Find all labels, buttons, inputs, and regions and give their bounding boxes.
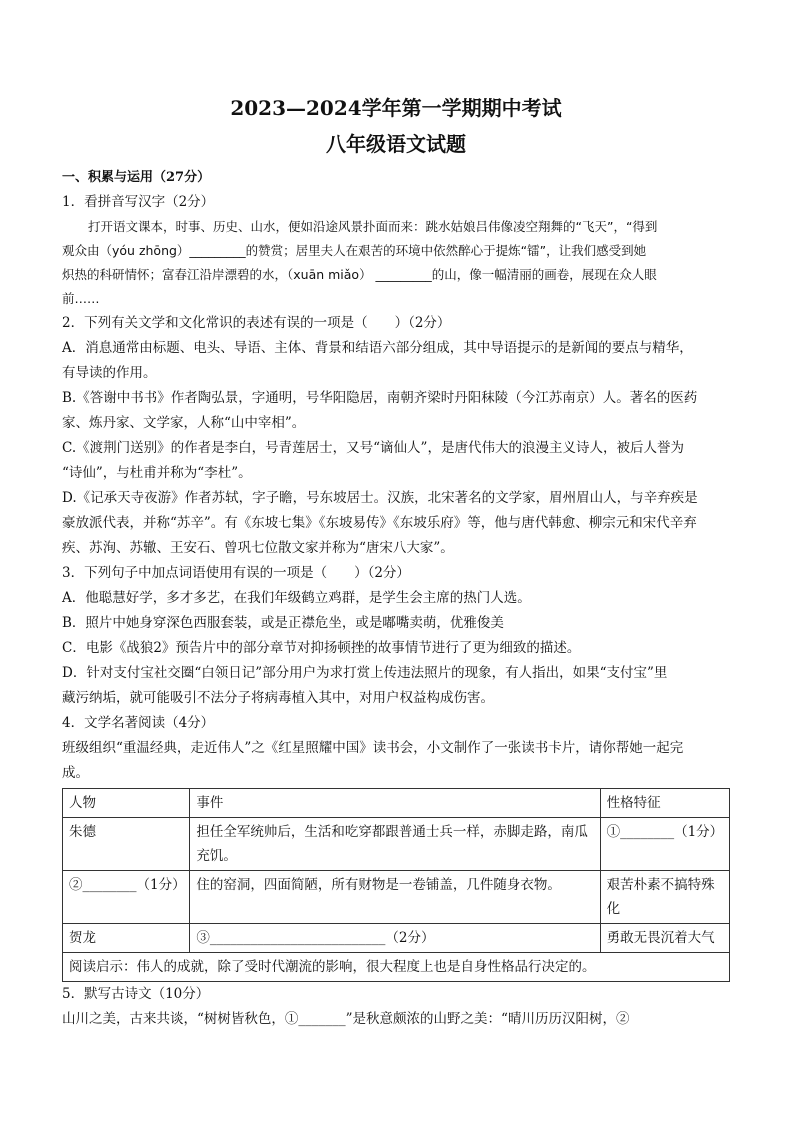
option-a-line: A．他聪慧好学，多才多艺，在我们年级鹤立鸡群，是学生会主席的热门人选。: [62, 590, 531, 606]
option-d-line: D．针对支付宝社交圈“白领日记”部分用户为求打赏上传违法照片的现象，有人指出，如果“支付宝”里: [62, 665, 668, 681]
table-cell-trait: 勇敢无畏沉着大气: [600, 924, 729, 953]
table-row: [63, 924, 730, 953]
option-d-line: 豪放派代表，并称“苏辛”。有《东坡七集》《东坡易传》《东坡乐府》等，他与唐代韩愈、柳宗元和宋代辛弃: [62, 515, 697, 531]
table-cell-event: 住的窑洞，四面简陋，所有财物是一卷铺盖，几件随身衣物。: [190, 871, 600, 924]
table-header-cell: 人物: [63, 789, 190, 818]
option-d-line: 疾、苏洵、苏辙、王安石、曾巩七位散文家并称为“唐宋八大家”。: [62, 540, 454, 556]
option-a-line: 有导读的作用。: [62, 365, 157, 381]
table-cell-person: 贺龙: [63, 924, 190, 953]
question-4-intro: 成。: [62, 765, 89, 781]
option-b-line: 家、炼丹家、文学家，人称“山中宰相”。: [62, 415, 306, 431]
question-1-text-line: 打开语文课本，时事、历史、山水，便如沿途风景扑面而来：跳水姑娘吕伟像凌空翔舞的“飞天”，“得到: [88, 219, 658, 234]
question-5-text-line: 山川之美，古来共谈，“树树皆秋色，①_______”是秋意颇浓的山野之美：“晴川历历汉阳树，②: [62, 1011, 630, 1027]
question-2-stem: 2．下列有关文学和文化常识的表述有误的一项是（ ）（2分）: [62, 315, 451, 331]
section-heading: 一、积累与运用（27分）: [62, 170, 211, 185]
option-a-line: A．消息通常由标题、电头、导语、主体、背景和结语六部分组成，其中导语提示的是新闻的要点与精华，: [62, 340, 693, 356]
option-b-line: B.《答谢中书书》作者陶弘景，字通明，号华阳隐居，南朝齐梁时丹阳秣陵（今江苏南京）人。著名的医药: [62, 390, 698, 406]
question-1-text-line: 前……: [62, 291, 100, 306]
table-cell-event: 担任全军统帅后，生活和吃穿都跟普通士兵一样，赤脚走路，南瓜充饥。: [190, 818, 600, 871]
question-1-text-line: 炽热的科研情怀；富春江沿岸漂碧的水，（xuān miǎo） _________的山，像一幅清丽的画卷，展现在众人眼: [62, 267, 657, 282]
exam-title: 2023—2024学年第一学期期中考试: [230, 96, 562, 120]
question-1-text-line: 观众由（yóu zhōng）_________的赞赏；居里夫人在艰苦的环境中依然醉心于提炼“镭”，让我们感受到她: [62, 243, 647, 258]
option-b-line: B．照片中她身穿深色西服套装，或是正襟危坐，或是嘟嘴卖萌，优雅俊美: [62, 615, 504, 631]
reading-card-table: [62, 788, 730, 982]
table-cell-person: 朱德: [63, 818, 190, 871]
question-1-stem: 1．看拼音写汉字（2分）: [62, 194, 215, 210]
table-cell-person: ②________（1分）: [63, 871, 190, 924]
table-header-cell: 性格特征: [600, 789, 729, 818]
question-5-stem: 5．默写古诗文（10分）: [62, 986, 210, 1002]
table-header-row: [63, 789, 730, 818]
option-d-line: 藏污纳垢，就可能吸引不法分子将病毒植入其中，对用户权益构成伤害。: [62, 690, 494, 706]
question-4-stem: 4．文学名著阅读（4分）: [62, 715, 215, 731]
option-c-line: C．电影《战狼2》预告片中的部分章节对抑扬顿挫的故事情节进行了更为细致的描述。: [62, 640, 581, 656]
table-header-cell: 事件: [190, 789, 600, 818]
table-row: [63, 818, 730, 871]
table-cell-event: ③__________________________（2分）: [190, 924, 600, 953]
question-3-stem: 3．下列句子中加点词语使用有误的一项是（ ）（2分）: [62, 565, 410, 581]
option-c-line: “诗仙”，与杜甫并称为“李杜”。: [62, 465, 252, 481]
table-footer-cell: 阅读启示：伟人的成就，除了受时代潮流的影响，很大程度上也是自身性格品行决定的。: [63, 953, 730, 982]
table-cell-trait: 艰苦朴素不搞特殊化: [600, 871, 729, 924]
exam-page: [62, 95, 730, 1032]
option-c-line: C.《渡荆门送别》的作者是李白，号青莲居士，又号“谪仙人”，是唐代伟大的浪漫主义诗人，被后人誉为: [62, 440, 684, 456]
table-cell-trait: ①________（1分）: [600, 818, 729, 871]
option-d-line: D.《记承天寺夜游》作者苏轼，字子瞻，号东坡居士。汉族，北宋著名的文学家，眉州眉山人，与辛弃疾是: [62, 490, 698, 506]
table-footer-row: [63, 953, 730, 982]
exam-subtitle: 八年级语文试题: [326, 132, 466, 156]
question-4-intro: 班级组织“重温经典，走近伟人”之《红星照耀中国》读书会，小文制作了一张读书卡片，请你帮她一起完: [62, 740, 684, 756]
table-row: [63, 871, 730, 924]
